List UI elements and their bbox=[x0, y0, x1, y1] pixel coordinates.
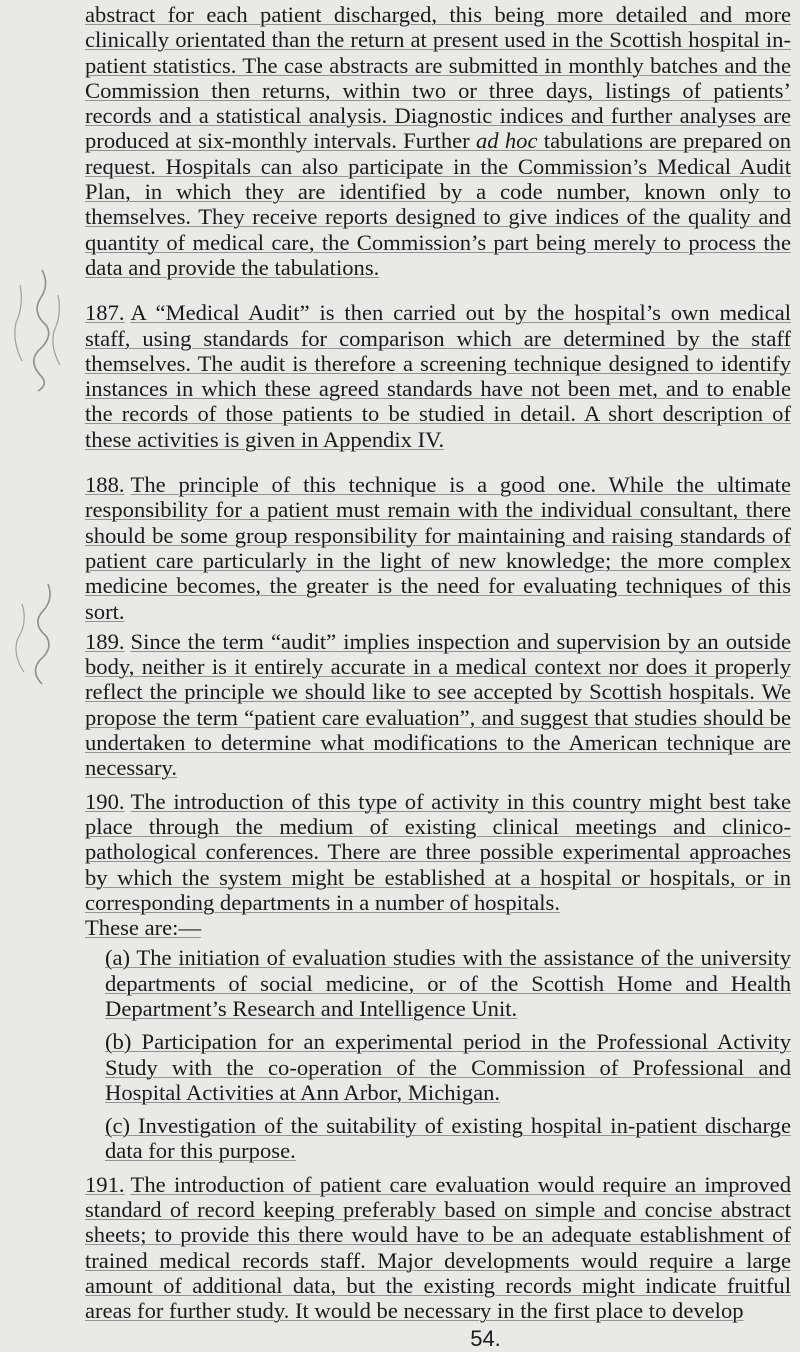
continuation-text-before: abstract for each patient discharged, this being more detailed and more clinically orientated than the return at present used in the Scottish hospital in-patient statistics. The case abstracts are submitted in monthly batches and the Commission then returns, within two or three days, listings of patients’ records and a statistical analysis. Diagnostic indices and further analyses are produced at six-monthly intervals. Further bbox=[85, 2, 791, 154]
paragraph-187 bbox=[85, 300, 791, 452]
paragraph-188 bbox=[85, 472, 791, 624]
paragraph-190 bbox=[85, 789, 791, 915]
paragraph-text: A “Medical Audit” is then carried out by the hospital’s own medical staff, using standards for comparison which are determined by the staff themselves. The audit is therefore a screening technique designed to identify instances in which these agreed standards have not been met, and to enable the records of those patients to be studied in detail. A short description of these activities is given in Appendix IV. bbox=[85, 300, 791, 452]
continuation-paragraph bbox=[85, 2, 791, 280]
continuation-text-after: tabulations are prepared on request. Hospitals can also participate in the Commission’s Medical Audit Plan, in which they are identified by a code number, known only to themselves. They receive reports designed to give indices of the quality and quantity of medical care, the Commission’s part being merely to process the data and provide the tabulations. bbox=[85, 128, 791, 280]
list-item-text: The initiation of evaluation studies with the assistance of the university departments of social medicine, or of the Scottish Home and Health Department’s Research and Intelligence Unit. bbox=[105, 945, 791, 1021]
page-number: 54. bbox=[470, 1325, 501, 1351]
document-page bbox=[85, 0, 791, 1351]
list-intro: These are:— bbox=[85, 915, 202, 941]
paragraph-number: 191. bbox=[85, 1171, 125, 1197]
paragraph-text: Since the term “audit” implies inspection and supervision by an outside body, neither is it entirely accurate in a medical context nor does it properly reflect the principle we should like to see accepted by Scottish hospitals. We propose the term “patient care evaluation”, and suggest that studies should be undertaken to determine what modifications to the American technique are necessary. bbox=[85, 628, 791, 781]
paragraph-number: 187. bbox=[85, 300, 125, 326]
paragraph-number: 188. bbox=[85, 472, 125, 498]
list-item-label: (c) bbox=[105, 1113, 131, 1139]
list-item-a bbox=[85, 945, 791, 1021]
handwritten-margin-mark bbox=[2, 580, 72, 690]
paragraph-text: The principle of this technique is a good one. While the ultimate responsibility for a patient must remain with the individual consultant, there should be some group responsibility for maintaining and raising standards of patient care particularly in the light of new knowledge; the more complex medicine becomes, the greater is the need for evaluating techniques of this sort. bbox=[85, 472, 791, 624]
list-item-text: Investigation of the suitability of existing hospital in-patient discharge data for this purpose. bbox=[105, 1113, 791, 1164]
paragraph-189 bbox=[85, 629, 791, 781]
continuation-italic: ad hoc bbox=[475, 128, 538, 154]
list-item-label: (b) bbox=[105, 1029, 132, 1055]
list-item-b bbox=[85, 1029, 791, 1105]
handwritten-margin-mark bbox=[2, 265, 72, 395]
paragraph-number: 190. bbox=[85, 788, 125, 814]
paragraph-text: The introduction of this type of activity in this country might best take place through the medium of existing clinical meetings and clinico-pathological conferences. There are three possible experimental approaches by which the system might be established at a hospital or hospitals, or in corresponding departments in a number of hospitals. bbox=[85, 788, 791, 915]
list-item-c bbox=[85, 1113, 791, 1164]
list-item-label: (a) bbox=[105, 945, 131, 971]
paragraph-text: The introduction of patient care evaluation would require an improved standard of record keeping preferably based on simple and concise abstract sheets; to provide this there would have to be an adequate establishment of trained medical records staff. Major developments would require a large amount of additional data, but the existing records might indicate fruitful areas for further study. It would be necessary in the first place to develop bbox=[85, 1171, 791, 1324]
paragraph-191 bbox=[85, 1172, 791, 1324]
paragraph-number: 189. bbox=[85, 628, 125, 654]
list-item-text: Participation for an experimental period in the Professional Activity Study with the co-operation of the Commission of Professional and Hospital Activities at Ann Arbor, Michigan. bbox=[105, 1029, 791, 1105]
